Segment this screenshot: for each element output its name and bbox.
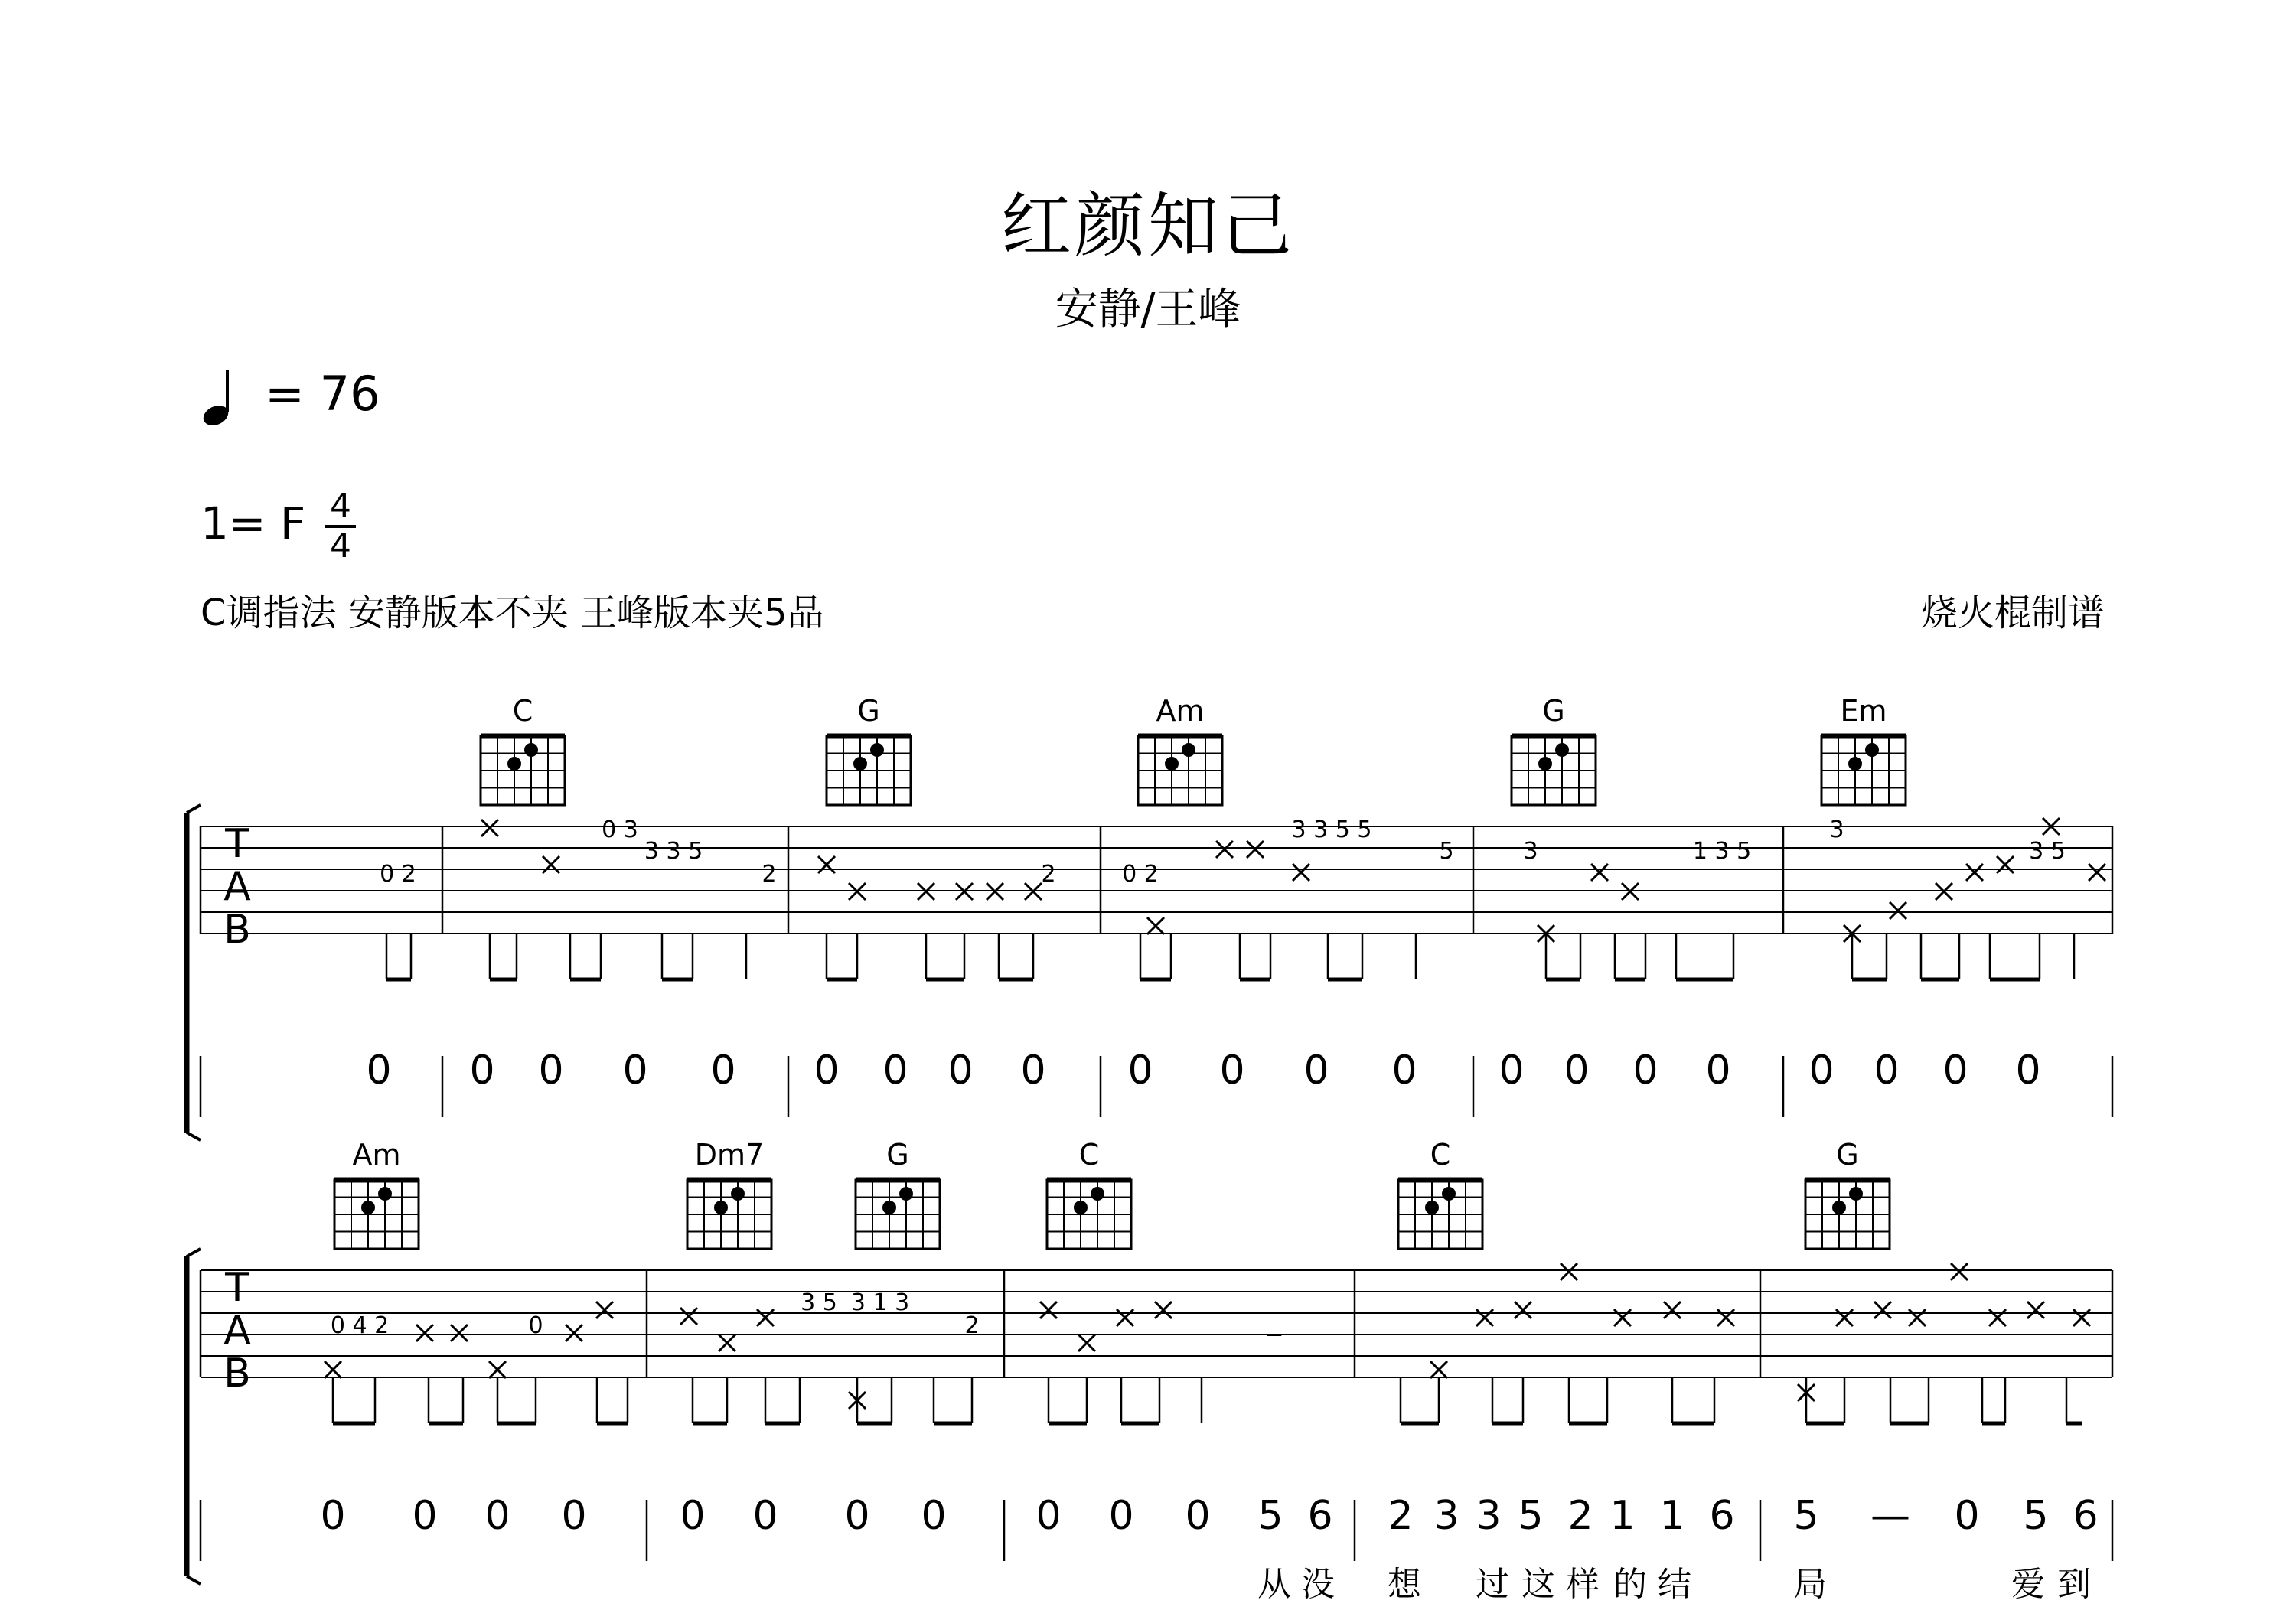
tab-clef-letter: B xyxy=(223,907,251,953)
lyric-char: 没 xyxy=(1301,1565,1335,1604)
finger-dot xyxy=(524,743,538,757)
finger-dot xyxy=(1848,757,1862,771)
chord-name: C xyxy=(512,694,533,728)
jianpu-digit: 0 xyxy=(947,1048,974,1093)
fret-number: 0 xyxy=(528,1312,543,1339)
dead-note-icon xyxy=(1561,1263,1577,1280)
dead-note-icon xyxy=(451,1325,468,1341)
transcriber-credit: 烧火棍制谱 xyxy=(1920,592,2105,634)
fret-number: 3 3 5 5 xyxy=(1291,816,1372,843)
jianpu-digit: 0 xyxy=(2015,1048,2041,1093)
chord-name: G xyxy=(886,1138,909,1172)
fret-number: 2 xyxy=(964,1312,980,1339)
jianpu-digit: 0 xyxy=(1035,1493,1062,1539)
dead-note-icon xyxy=(1216,841,1233,858)
lyric-char: 从 xyxy=(1257,1565,1291,1604)
jianpu-digit: — xyxy=(1870,1493,1910,1539)
finger-dot xyxy=(1865,743,1879,757)
dead-note-icon xyxy=(1293,864,1309,881)
dead-note-icon xyxy=(543,856,559,873)
jianpu-digit: 0 xyxy=(1020,1048,1046,1093)
jianpu-digit: 0 xyxy=(1499,1048,1525,1093)
finger-dot xyxy=(378,1187,392,1201)
jianpu-digit: 0 xyxy=(484,1493,510,1539)
finger-dot xyxy=(853,757,867,771)
fret-number: 3 5 xyxy=(801,1289,837,1316)
jianpu-digit: 0 xyxy=(366,1048,392,1093)
finger-dot xyxy=(1182,743,1195,757)
chord-diagram xyxy=(1047,1138,1131,1249)
fret-number: 3 5 xyxy=(2029,838,2066,865)
dead-note-icon xyxy=(1078,1335,1095,1351)
lyric-char: 爱 xyxy=(2011,1565,2045,1604)
fret-number: 0 2 xyxy=(380,861,416,888)
finger-dot xyxy=(882,1201,896,1214)
jianpu-digit: 5 xyxy=(1793,1493,1819,1539)
dead-note-icon xyxy=(818,856,835,873)
jianpu-digit: 0 xyxy=(710,1048,736,1093)
dead-note-icon xyxy=(1966,864,1983,881)
dead-note-icon xyxy=(1591,864,1608,881)
jianpu-digit: 3 xyxy=(1476,1493,1502,1539)
lyric-char: 过 xyxy=(1476,1565,1509,1604)
jianpu-digit: 0 xyxy=(1185,1493,1211,1539)
finger-dot xyxy=(899,1187,913,1201)
jianpu-digit: 0 xyxy=(320,1493,346,1539)
chord-diagram xyxy=(856,1138,940,1249)
dead-note-icon xyxy=(566,1325,582,1341)
finger-dot xyxy=(1555,743,1569,757)
jianpu-digit: 0 xyxy=(561,1493,587,1539)
finger-dot xyxy=(1091,1187,1104,1201)
dead-note-icon xyxy=(1836,1309,1853,1326)
jianpu-digit: 0 xyxy=(1942,1048,1968,1093)
chord-diagram xyxy=(1138,694,1222,805)
jianpu-digit: 0 xyxy=(1127,1048,1153,1093)
jianpu-digit: 0 xyxy=(1632,1048,1658,1093)
dead-note-icon xyxy=(325,1361,341,1378)
tab-clef-letter: A xyxy=(223,864,251,910)
fret-number: 3 xyxy=(1829,816,1844,843)
jianpu-digit: 0 xyxy=(1705,1048,1731,1093)
chord-diagram xyxy=(827,694,911,805)
chord-diagram xyxy=(687,1138,771,1249)
finger-dot xyxy=(1425,1201,1439,1214)
dead-note-icon xyxy=(1614,1309,1631,1326)
playing-note: C调指法 安静版本不夹 王峰版本夹5品 xyxy=(201,592,824,634)
dead-note-icon xyxy=(1147,917,1164,934)
jianpu-digit: 5 xyxy=(1518,1493,1544,1539)
chord-name: G xyxy=(857,694,880,728)
jianpu-digit: 5 xyxy=(1257,1493,1283,1539)
fret-number: 2 xyxy=(1041,861,1056,888)
jianpu-digit: 0 xyxy=(1391,1048,1417,1093)
dead-note-icon xyxy=(1117,1309,1133,1326)
jianpu-digit: 0 xyxy=(814,1048,840,1093)
time-signature-top: 4 xyxy=(330,487,351,526)
chord-name: C xyxy=(1430,1138,1451,1172)
chord-name: G xyxy=(1836,1138,1859,1172)
jianpu-digit: 2 xyxy=(1388,1493,1414,1539)
jianpu-digit: 0 xyxy=(844,1493,870,1539)
jianpu-digit: 0 xyxy=(752,1493,778,1539)
chord-diagram xyxy=(334,1138,419,1249)
tab-clef-letter: A xyxy=(223,1308,251,1354)
fret-number: 0 2 xyxy=(1122,861,1159,888)
tab-clef-letter: B xyxy=(223,1351,251,1396)
dead-note-icon xyxy=(1997,856,2014,873)
dead-note-icon xyxy=(1951,1263,1968,1280)
jianpu-digit: 3 xyxy=(1433,1493,1459,1539)
tab-clef-letter: T xyxy=(225,1265,249,1311)
chord-name: Am xyxy=(352,1138,401,1172)
chord-diagram xyxy=(1398,1138,1482,1249)
dead-note-icon xyxy=(596,1302,613,1318)
dead-note-icon xyxy=(757,1309,774,1326)
lyric-char: 局 xyxy=(1793,1565,1827,1604)
dead-note-icon xyxy=(2073,1309,2090,1326)
lyric-char: 的 xyxy=(1613,1565,1647,1604)
time-signature-bottom: 4 xyxy=(330,526,351,565)
finger-dot xyxy=(870,743,884,757)
jianpu-digit: 6 xyxy=(1709,1493,1735,1539)
jianpu-digit: 5 xyxy=(2023,1493,2049,1539)
jianpu-digit: 0 xyxy=(1874,1048,1900,1093)
chord-diagram xyxy=(1821,694,1906,805)
jianpu-digit: 0 xyxy=(412,1493,438,1539)
system-bracket-cap xyxy=(187,1133,201,1140)
chord-name: Am xyxy=(1156,694,1205,728)
finger-dot xyxy=(1849,1187,1863,1201)
dead-note-icon xyxy=(1989,1309,2006,1326)
dead-note-icon xyxy=(1890,902,1906,919)
lyric-char: 结 xyxy=(1658,1565,1691,1604)
fret-number: − xyxy=(1264,1322,1284,1348)
dead-note-icon xyxy=(416,1325,433,1341)
fret-number: 3 3 5 xyxy=(644,838,703,865)
fret-number: 0 4 2 xyxy=(330,1312,390,1339)
fret-number: 3 xyxy=(1523,838,1538,865)
fret-number: 0 3 xyxy=(602,816,638,843)
dead-note-icon xyxy=(1476,1309,1493,1326)
lyric-char: 想 xyxy=(1388,1565,1421,1604)
system-bracket-cap xyxy=(187,805,201,813)
jianpu-digit: 0 xyxy=(1303,1048,1329,1093)
dead-note-icon xyxy=(1664,1302,1681,1318)
dead-note-icon xyxy=(2089,864,2105,881)
tab-clef-letter: T xyxy=(225,821,249,867)
dead-note-icon xyxy=(719,1335,735,1351)
tempo-value: = 76 xyxy=(265,366,380,422)
dead-note-icon xyxy=(1515,1302,1531,1318)
jianpu-digit: 0 xyxy=(921,1493,947,1539)
song-artist: 安静/王峰 xyxy=(1055,285,1241,334)
jianpu-digit: 0 xyxy=(882,1048,908,1093)
song-title: 红颜知己 xyxy=(1000,185,1295,267)
jianpu-digit: 0 xyxy=(469,1048,495,1093)
fret-number: 2 xyxy=(762,861,777,888)
dead-note-icon xyxy=(1040,1302,1057,1318)
jianpu-digit: 6 xyxy=(1307,1493,1333,1539)
jianpu-digit: 1 xyxy=(1609,1493,1636,1539)
chord-diagram xyxy=(1805,1138,1890,1249)
finger-dot xyxy=(1832,1201,1846,1214)
fret-number: 5 xyxy=(1439,838,1454,865)
dead-note-icon xyxy=(1155,1302,1172,1318)
fret-number: 3 1 3 xyxy=(850,1289,910,1316)
finger-dot xyxy=(731,1187,745,1201)
finger-dot xyxy=(1442,1187,1456,1201)
chord-diagram xyxy=(481,694,565,805)
chord-name: Dm7 xyxy=(694,1138,765,1172)
dead-note-icon xyxy=(1874,1302,1891,1318)
finger-dot xyxy=(507,757,521,771)
chord-name: C xyxy=(1078,1138,1100,1172)
lyric-char: 样 xyxy=(1566,1565,1600,1604)
lyric-char: 到 xyxy=(2057,1565,2091,1604)
key-signature: 1= F xyxy=(201,497,306,549)
finger-dot xyxy=(361,1201,375,1214)
finger-dot xyxy=(1074,1201,1088,1214)
dead-note-icon xyxy=(489,1361,506,1378)
system-bracket-cap xyxy=(187,1249,201,1256)
jianpu-digit: 0 xyxy=(1564,1048,1590,1093)
jianpu-digit: 0 xyxy=(1954,1493,1980,1539)
chord-name: G xyxy=(1542,694,1565,728)
finger-dot xyxy=(714,1201,728,1214)
jianpu-digit: 0 xyxy=(538,1048,564,1093)
dead-note-icon xyxy=(1717,1309,1734,1326)
dead-note-icon xyxy=(481,820,498,836)
jianpu-digit: 0 xyxy=(1808,1048,1835,1093)
finger-dot xyxy=(1538,757,1552,771)
fret-number: 1 3 5 xyxy=(1692,838,1752,865)
lyric-char: 这 xyxy=(1521,1565,1555,1604)
jianpu-digit: 0 xyxy=(680,1493,706,1539)
jianpu-digit: 0 xyxy=(622,1048,648,1093)
jianpu-digit: 0 xyxy=(1108,1493,1134,1539)
dead-note-icon xyxy=(680,1308,697,1325)
jianpu-digit: 6 xyxy=(2073,1493,2099,1539)
jianpu-digit: 0 xyxy=(1219,1048,1245,1093)
system-bracket-cap xyxy=(187,1576,201,1584)
dead-note-icon xyxy=(2027,1302,2044,1318)
dead-note-icon xyxy=(1247,841,1264,858)
jianpu-digit: 1 xyxy=(1659,1493,1685,1539)
dead-note-icon xyxy=(1909,1309,1926,1326)
finger-dot xyxy=(1165,757,1179,771)
chord-name: Em xyxy=(1840,694,1887,728)
chord-diagram xyxy=(1512,694,1596,805)
dead-note-icon xyxy=(1430,1361,1447,1378)
jianpu-digit: 2 xyxy=(1567,1493,1593,1539)
